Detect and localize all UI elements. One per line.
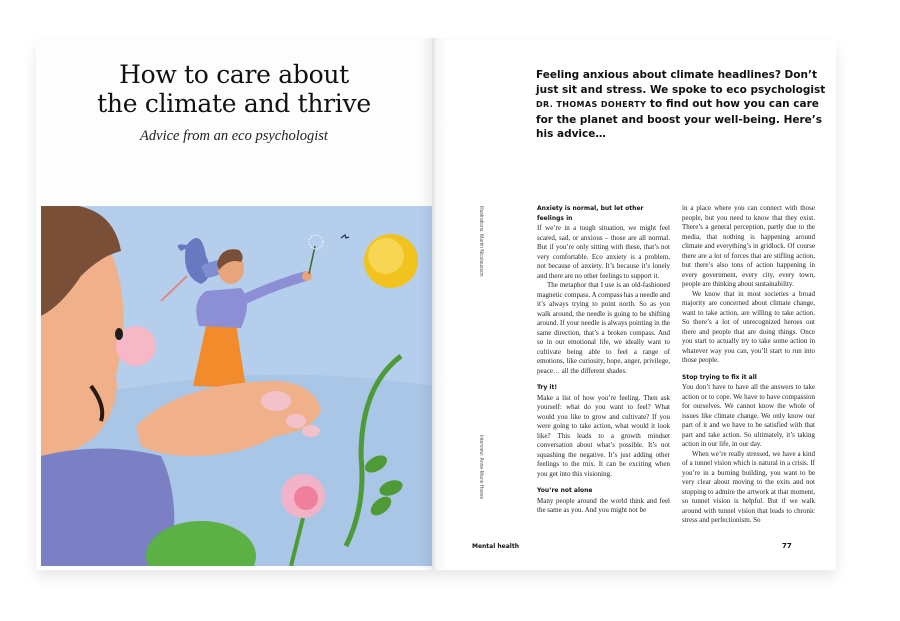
- spine-gutter: [418, 38, 448, 570]
- article-title: [36, 60, 432, 118]
- footer-section-label: Mental health: [472, 543, 519, 550]
- article-intro: [536, 68, 828, 142]
- title-line-1: How to care about: [119, 60, 349, 89]
- paragraph: Many people around the world think and feel the same as you. And you might not be: [537, 496, 670, 514]
- illustration: [41, 206, 432, 566]
- right-page: [432, 40, 836, 568]
- sun-glow: [368, 238, 404, 274]
- heading-not-alone: You’re not alone: [537, 487, 593, 494]
- left-page: [36, 38, 432, 568]
- text-column-1: [537, 204, 670, 516]
- article-subtitle: Advice from an eco psychologist: [140, 128, 328, 144]
- heading-try-it: Try it!: [537, 384, 558, 391]
- paragraph: in a place where you can connect with those people, but you need to know that they exist. There’s a general perception, partly due to the media, that nothing is happening around climate and everything’s in gridlock. Of course there are a lot of forces that are stifling action, but there’s also tons of action happening in every government, every city, every town, people are thinking about sustainability.: [682, 204, 815, 288]
- intro-author-name: DR. THOMAS DOHERTY: [536, 100, 647, 110]
- paragraph: If we’re in a tough situation, we might feel scared, sad, or anxious – those are all normal. But if you’re only sitting with these, that’s not very comfortable. Eco anxiety is a problem, not because of anxiety. It’s because it’s lonely and there are no other feelings to support it.: [537, 224, 670, 280]
- illustration-credit: Illustrations: Martin Nicolausson: [478, 206, 484, 277]
- heading-stop-fixing: Stop trying to fix it all: [682, 373, 757, 381]
- paragraph: The metaphor that I use is an old-fashioned magnetic compass. A compass has a needle and it’s always trying to point north. So as you walk around, the needle is going to be shifting around. If your needle is always pointing in the same direction, that’s a broken compass. And so in our emotional life, we ideally want to cultivate being able to feel a range of emotions, like curiosity, hope, anger, privilege, peace… all the different shades.: [537, 281, 670, 375]
- paragraph: We know that in most societies a broad majority are concerned about climate change, want to take action, are willing to take action. So there’s a lot of unrecognized heroes out there and people that are doing things. Once you start to actually try to take some action in whatever way you can, you’ll start to run into those people.: [682, 289, 815, 364]
- intro-text-1: Feeling anxious about climate headlines? Don’t just sit and stress. We spoke to eco psychologist: [536, 69, 826, 96]
- paragraph: When we’re really stressed, we have a kind of a tunnel vision which is natural in a crisis. If you’re in a burning building, you want to be very clear about moving to the exits and not stopping to admire the artwork at that moment, so tunnel vision is helpful. But if we walk around with tunnel vision that leads to chronic stress and perfectionism. So: [682, 449, 815, 524]
- paragraph: You don’t have to have all the answers to take action or to cope. We have to have compassion for ourselves. We cannot know the whole of issues like climate change. We only know our part of it and we have to be satisfied with that part and take action. So ultimately, it’s taking action in our life, in our day.: [682, 383, 815, 448]
- interview-credit: Interview: Anne-Marie Hoeve: [478, 435, 484, 500]
- heading-anxiety: Anxiety is normal, but let other feelings in: [537, 205, 644, 222]
- text-column-2: [682, 204, 815, 526]
- page-number: 77: [782, 542, 792, 550]
- title-line-2: the climate and thrive: [97, 89, 371, 118]
- intro-text-2: to find out how you can care for the planet and boost your well-being. Here’s his advice…: [536, 98, 823, 141]
- paragraph: Make a list of how you’re feeling. Then ask yourself: what do you want to feel? What would you like to grow and cultivate? If you were going to take action, what would it look like? This leads to a growth mindset conversation about what’s possible. It’s not squashing the negative. It’s just adding other feelings to the mix. It can be exciting when you get into this visioning.: [537, 393, 670, 478]
